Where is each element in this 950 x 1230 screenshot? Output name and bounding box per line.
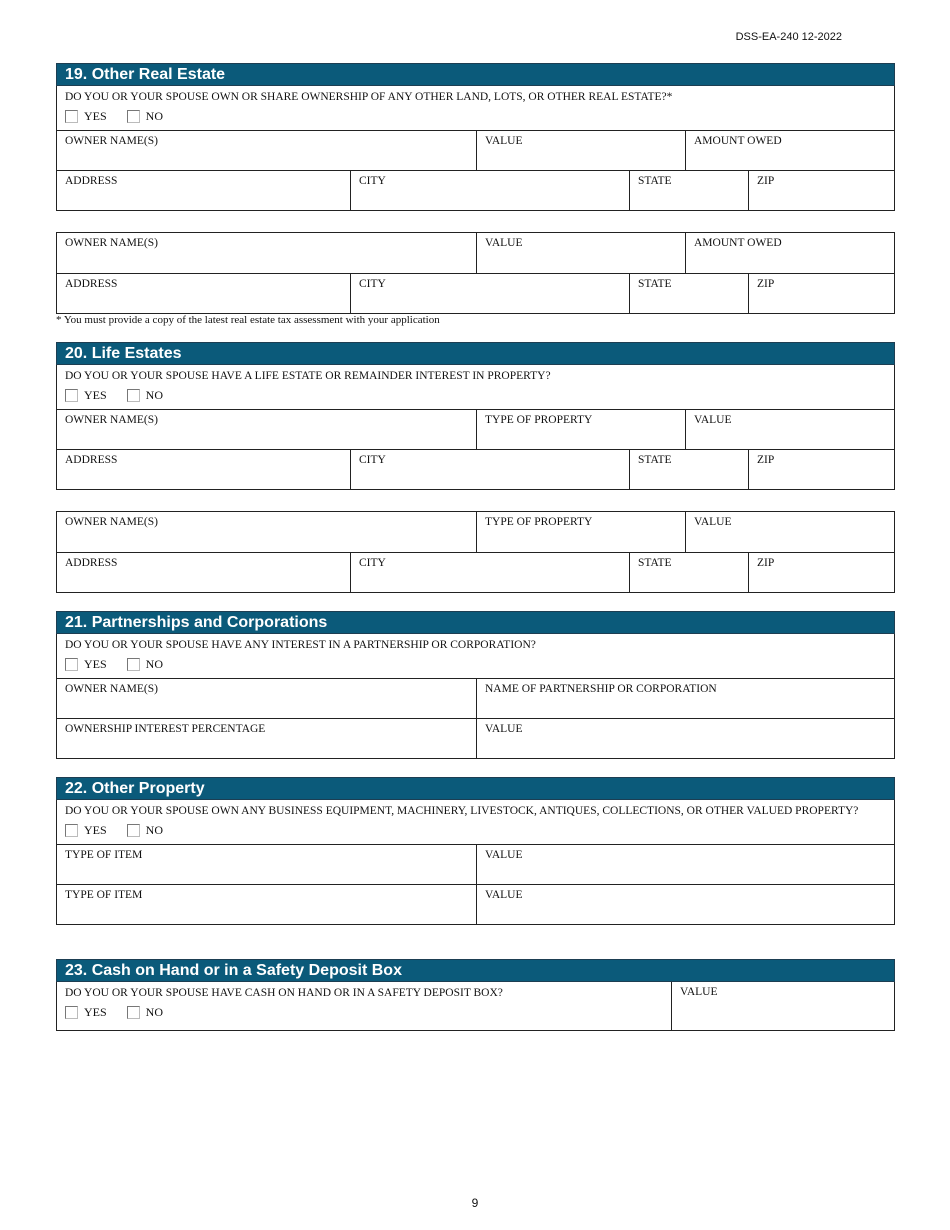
question: DO YOU OR YOUR SPOUSE OWN OR SHARE OWNERSHIP OF ANY OTHER LAND, LOTS, OR OTHER REAL ESTATE?* [65, 91, 673, 103]
ownership-percentage-field[interactable]: OWNERSHIP INTEREST PERCENTAGE [65, 723, 266, 735]
question-cell [57, 982, 671, 1030]
yes-no-group [57, 105, 894, 130]
table-row [57, 273, 894, 313]
section-partnerships [56, 611, 895, 759]
zip-field[interactable]: ZIP [748, 274, 894, 313]
no-label: NO [145, 823, 164, 837]
city-field[interactable]: CITY [350, 274, 629, 313]
owner-name-field[interactable]: OWNER NAME(S) [65, 414, 158, 426]
table-row [57, 170, 894, 210]
section-life-estates [56, 342, 895, 490]
no-label: NO [145, 388, 164, 402]
type-of-item-field[interactable]: TYPE OF ITEM [65, 849, 143, 861]
no-label: NO [145, 109, 164, 123]
owner-name-field[interactable]: OWNER NAME(S) [65, 237, 158, 249]
table-row [57, 449, 894, 489]
section-title: 19. Other Real Estate [56, 63, 895, 86]
address-field[interactable]: ADDRESS [65, 175, 118, 187]
table-row [57, 678, 894, 718]
no-checkbox[interactable] [127, 658, 140, 671]
table-row [57, 884, 894, 924]
owner-name-field[interactable]: OWNER NAME(S) [65, 516, 158, 528]
state-field[interactable]: STATE [629, 274, 748, 313]
zip-field[interactable]: ZIP [748, 450, 894, 489]
section-title: 23. Cash on Hand or in a Safety Deposit Box [56, 959, 895, 982]
table-row [57, 718, 894, 758]
type-of-item-field[interactable]: TYPE OF ITEM [65, 889, 143, 901]
state-field[interactable]: STATE [629, 450, 748, 489]
city-field[interactable]: CITY [350, 171, 629, 210]
value-field[interactable]: VALUE [476, 719, 894, 758]
yes-label: YES [84, 109, 107, 123]
table-row [57, 233, 894, 273]
type-of-property-field[interactable]: TYPE OF PROPERTY [476, 410, 685, 449]
yes-no-group [57, 653, 894, 678]
section-life-estates-2 [56, 511, 895, 593]
section-other-real-estate [56, 63, 895, 211]
yes-checkbox[interactable] [65, 824, 78, 837]
no-checkbox[interactable] [127, 1006, 140, 1019]
type-of-property-field[interactable]: TYPE OF PROPERTY [476, 512, 685, 552]
section-title: 20. Life Estates [56, 342, 895, 365]
yes-checkbox[interactable] [65, 1006, 78, 1019]
yes-checkbox[interactable] [65, 110, 78, 123]
table-row [57, 409, 894, 449]
table-row [57, 982, 894, 1030]
value-field[interactable]: VALUE [476, 131, 685, 170]
address-field[interactable]: ADDRESS [65, 278, 118, 290]
question: DO YOU OR YOUR SPOUSE HAVE CASH ON HAND OR IN A SAFETY DEPOSIT BOX? [65, 987, 503, 999]
amount-owed-field[interactable]: AMOUNT OWED [685, 131, 894, 170]
city-field[interactable]: CITY [350, 450, 629, 489]
no-label: NO [145, 657, 164, 671]
state-field[interactable]: STATE [629, 171, 748, 210]
table-row [57, 512, 894, 552]
address-field[interactable]: ADDRESS [65, 454, 118, 466]
yes-no-group [57, 819, 894, 844]
value-field[interactable]: VALUE [685, 410, 894, 449]
footnote: * You must provide a copy of the latest real estate tax assessment with your application [56, 314, 440, 326]
table-row [57, 130, 894, 170]
no-checkbox[interactable] [127, 110, 140, 123]
question: DO YOU OR YOUR SPOUSE HAVE ANY INTEREST IN A PARTNERSHIP OR CORPORATION? [65, 639, 536, 651]
partnership-name-field[interactable]: NAME OF PARTNERSHIP OR CORPORATION [476, 679, 894, 718]
section-other-real-estate-2 [56, 232, 895, 314]
value-field[interactable]: VALUE [671, 982, 894, 1030]
address-field[interactable]: ADDRESS [65, 557, 118, 569]
city-field[interactable]: CITY [350, 553, 629, 592]
owner-name-field[interactable]: OWNER NAME(S) [65, 135, 158, 147]
question: DO YOU OR YOUR SPOUSE OWN ANY BUSINESS EQUIPMENT, MACHINERY, LIVESTOCK, ANTIQUES, COLLECTIONS, OR OTHER VALUED PROPERTY? [65, 805, 859, 817]
form-id: DSS-EA-240 12-2022 [735, 31, 842, 43]
no-label: NO [145, 1005, 164, 1019]
yes-label: YES [84, 1005, 107, 1019]
no-checkbox[interactable] [127, 824, 140, 837]
page-number: 9 [471, 1196, 479, 1210]
yes-label: YES [84, 823, 107, 837]
section-title: 22. Other Property [56, 777, 895, 800]
zip-field[interactable]: ZIP [748, 171, 894, 210]
yes-label: YES [84, 388, 107, 402]
no-checkbox[interactable] [127, 389, 140, 402]
yes-checkbox[interactable] [65, 389, 78, 402]
section-other-property [56, 777, 895, 925]
question: DO YOU OR YOUR SPOUSE HAVE A LIFE ESTATE OR REMAINDER INTEREST IN PROPERTY? [65, 370, 551, 382]
value-field[interactable]: VALUE [685, 512, 894, 552]
value-field[interactable]: VALUE [476, 885, 894, 924]
table-row [57, 844, 894, 884]
amount-owed-field[interactable]: AMOUNT OWED [685, 233, 894, 273]
yes-no-group [57, 1001, 671, 1026]
zip-field[interactable]: ZIP [748, 553, 894, 592]
table-row [57, 552, 894, 592]
value-field[interactable]: VALUE [476, 845, 894, 884]
owner-name-field[interactable]: OWNER NAME(S) [65, 683, 158, 695]
yes-no-group [57, 384, 894, 409]
value-field[interactable]: VALUE [476, 233, 685, 273]
section-title: 21. Partnerships and Corporations [56, 611, 895, 634]
state-field[interactable]: STATE [629, 553, 748, 592]
yes-checkbox[interactable] [65, 658, 78, 671]
section-cash-on-hand [56, 959, 895, 1031]
yes-label: YES [84, 657, 107, 671]
